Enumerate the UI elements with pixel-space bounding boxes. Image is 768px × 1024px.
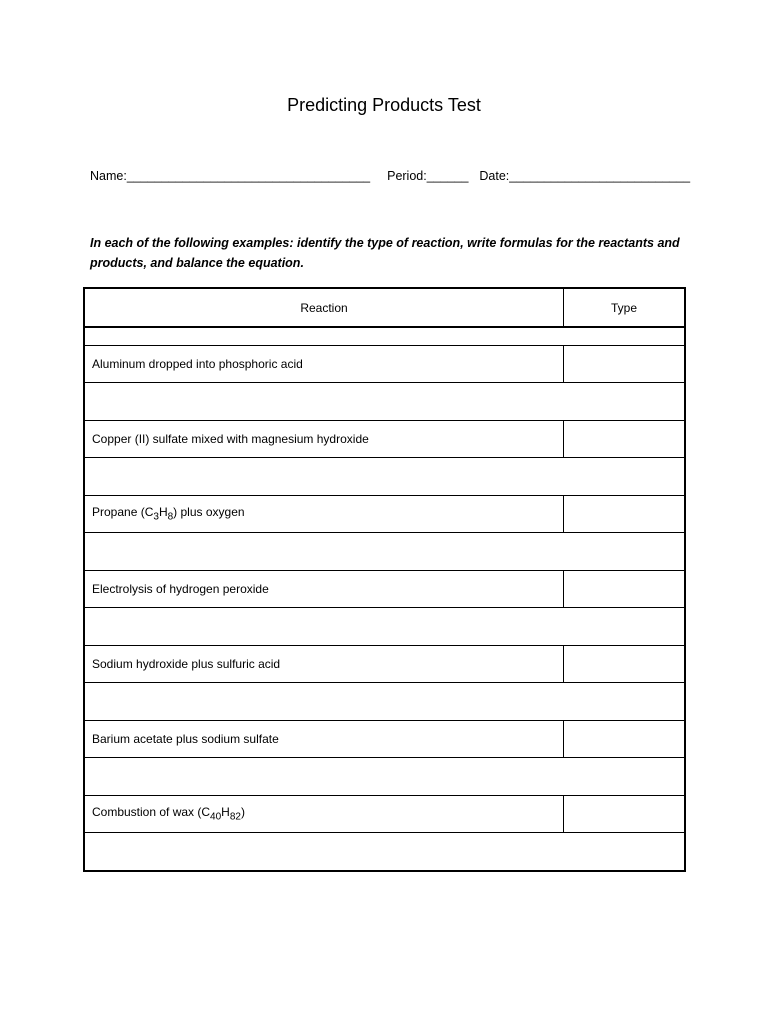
- answer-cell[interactable]: [84, 383, 685, 421]
- answer-cell[interactable]: [84, 833, 685, 872]
- reaction-cell: [84, 796, 564, 833]
- type-answer-cell[interactable]: [564, 496, 686, 533]
- subscript: 3: [153, 511, 159, 523]
- subscript: 40: [210, 811, 222, 823]
- period-field[interactable]: Period:______: [387, 169, 469, 183]
- reaction-text: Aluminum dropped into phosphoric acid: [92, 357, 303, 371]
- type-answer-cell[interactable]: [564, 571, 686, 608]
- reaction-table: [83, 287, 686, 872]
- header-type: Type: [564, 288, 686, 327]
- reaction-text: Electrolysis of hydrogen peroxide: [92, 582, 269, 596]
- type-answer-cell[interactable]: [564, 421, 686, 458]
- table-row: [84, 346, 685, 383]
- table-row: [84, 646, 685, 683]
- type-answer-cell[interactable]: [564, 646, 686, 683]
- answer-cell[interactable]: [84, 758, 685, 796]
- table-header-row: [84, 288, 685, 327]
- spacer-cell: [84, 327, 685, 346]
- answer-cell[interactable]: [84, 608, 685, 646]
- reaction-cell: [84, 346, 564, 383]
- type-answer-cell[interactable]: [564, 796, 686, 833]
- reaction-text: Propane (C: [92, 505, 154, 520]
- reaction-cell: [84, 421, 564, 458]
- type-answer-cell[interactable]: [564, 721, 686, 758]
- reaction-text: ): [240, 805, 245, 820]
- subscript: 82: [229, 811, 241, 823]
- reaction-cell: [84, 496, 564, 533]
- table-row: [84, 496, 685, 533]
- name-field[interactable]: Name:___________________________________: [90, 169, 371, 183]
- table-row: [84, 796, 685, 833]
- reaction-text: Sodium hydroxide plus sulfuric acid: [92, 657, 281, 671]
- reaction-text: Barium acetate plus sodium sulfate: [92, 732, 279, 746]
- reaction-text: H: [221, 805, 230, 820]
- answer-row: [84, 833, 685, 872]
- date-field[interactable]: Date:__________________________: [479, 169, 691, 183]
- answer-row: [84, 608, 685, 646]
- type-answer-cell[interactable]: [564, 346, 686, 383]
- instructions: In each of the following examples: identify the type of reaction, write formulas for the reactants and products, and balance the equation.: [90, 236, 680, 270]
- header-reaction: Reaction: [84, 288, 564, 327]
- answer-row: [84, 758, 685, 796]
- answer-row: [84, 383, 685, 421]
- student-info-fields: [90, 169, 690, 183]
- answer-row: [84, 458, 685, 496]
- table-row: [84, 571, 685, 608]
- reaction-text: ) plus oxygen: [173, 505, 245, 520]
- reaction-cell: [84, 646, 564, 683]
- reaction-cell: [84, 721, 564, 758]
- spacer-row: [84, 327, 685, 346]
- reaction-cell: [84, 571, 564, 608]
- reaction-text: Copper (II) sulfate mixed with magnesium hydroxide: [92, 432, 369, 446]
- reaction-text: Combustion of wax (C: [92, 805, 211, 820]
- subscript: 8: [167, 511, 174, 523]
- answer-row: [84, 683, 685, 721]
- answer-cell[interactable]: [84, 458, 685, 496]
- page-title: Predicting Products Test: [287, 95, 481, 115]
- answer-row: [84, 533, 685, 571]
- reaction-text: H: [158, 505, 168, 520]
- answer-cell[interactable]: [84, 533, 685, 571]
- table-row: [84, 721, 685, 758]
- answer-cell[interactable]: [84, 683, 685, 721]
- table-row: [84, 421, 685, 458]
